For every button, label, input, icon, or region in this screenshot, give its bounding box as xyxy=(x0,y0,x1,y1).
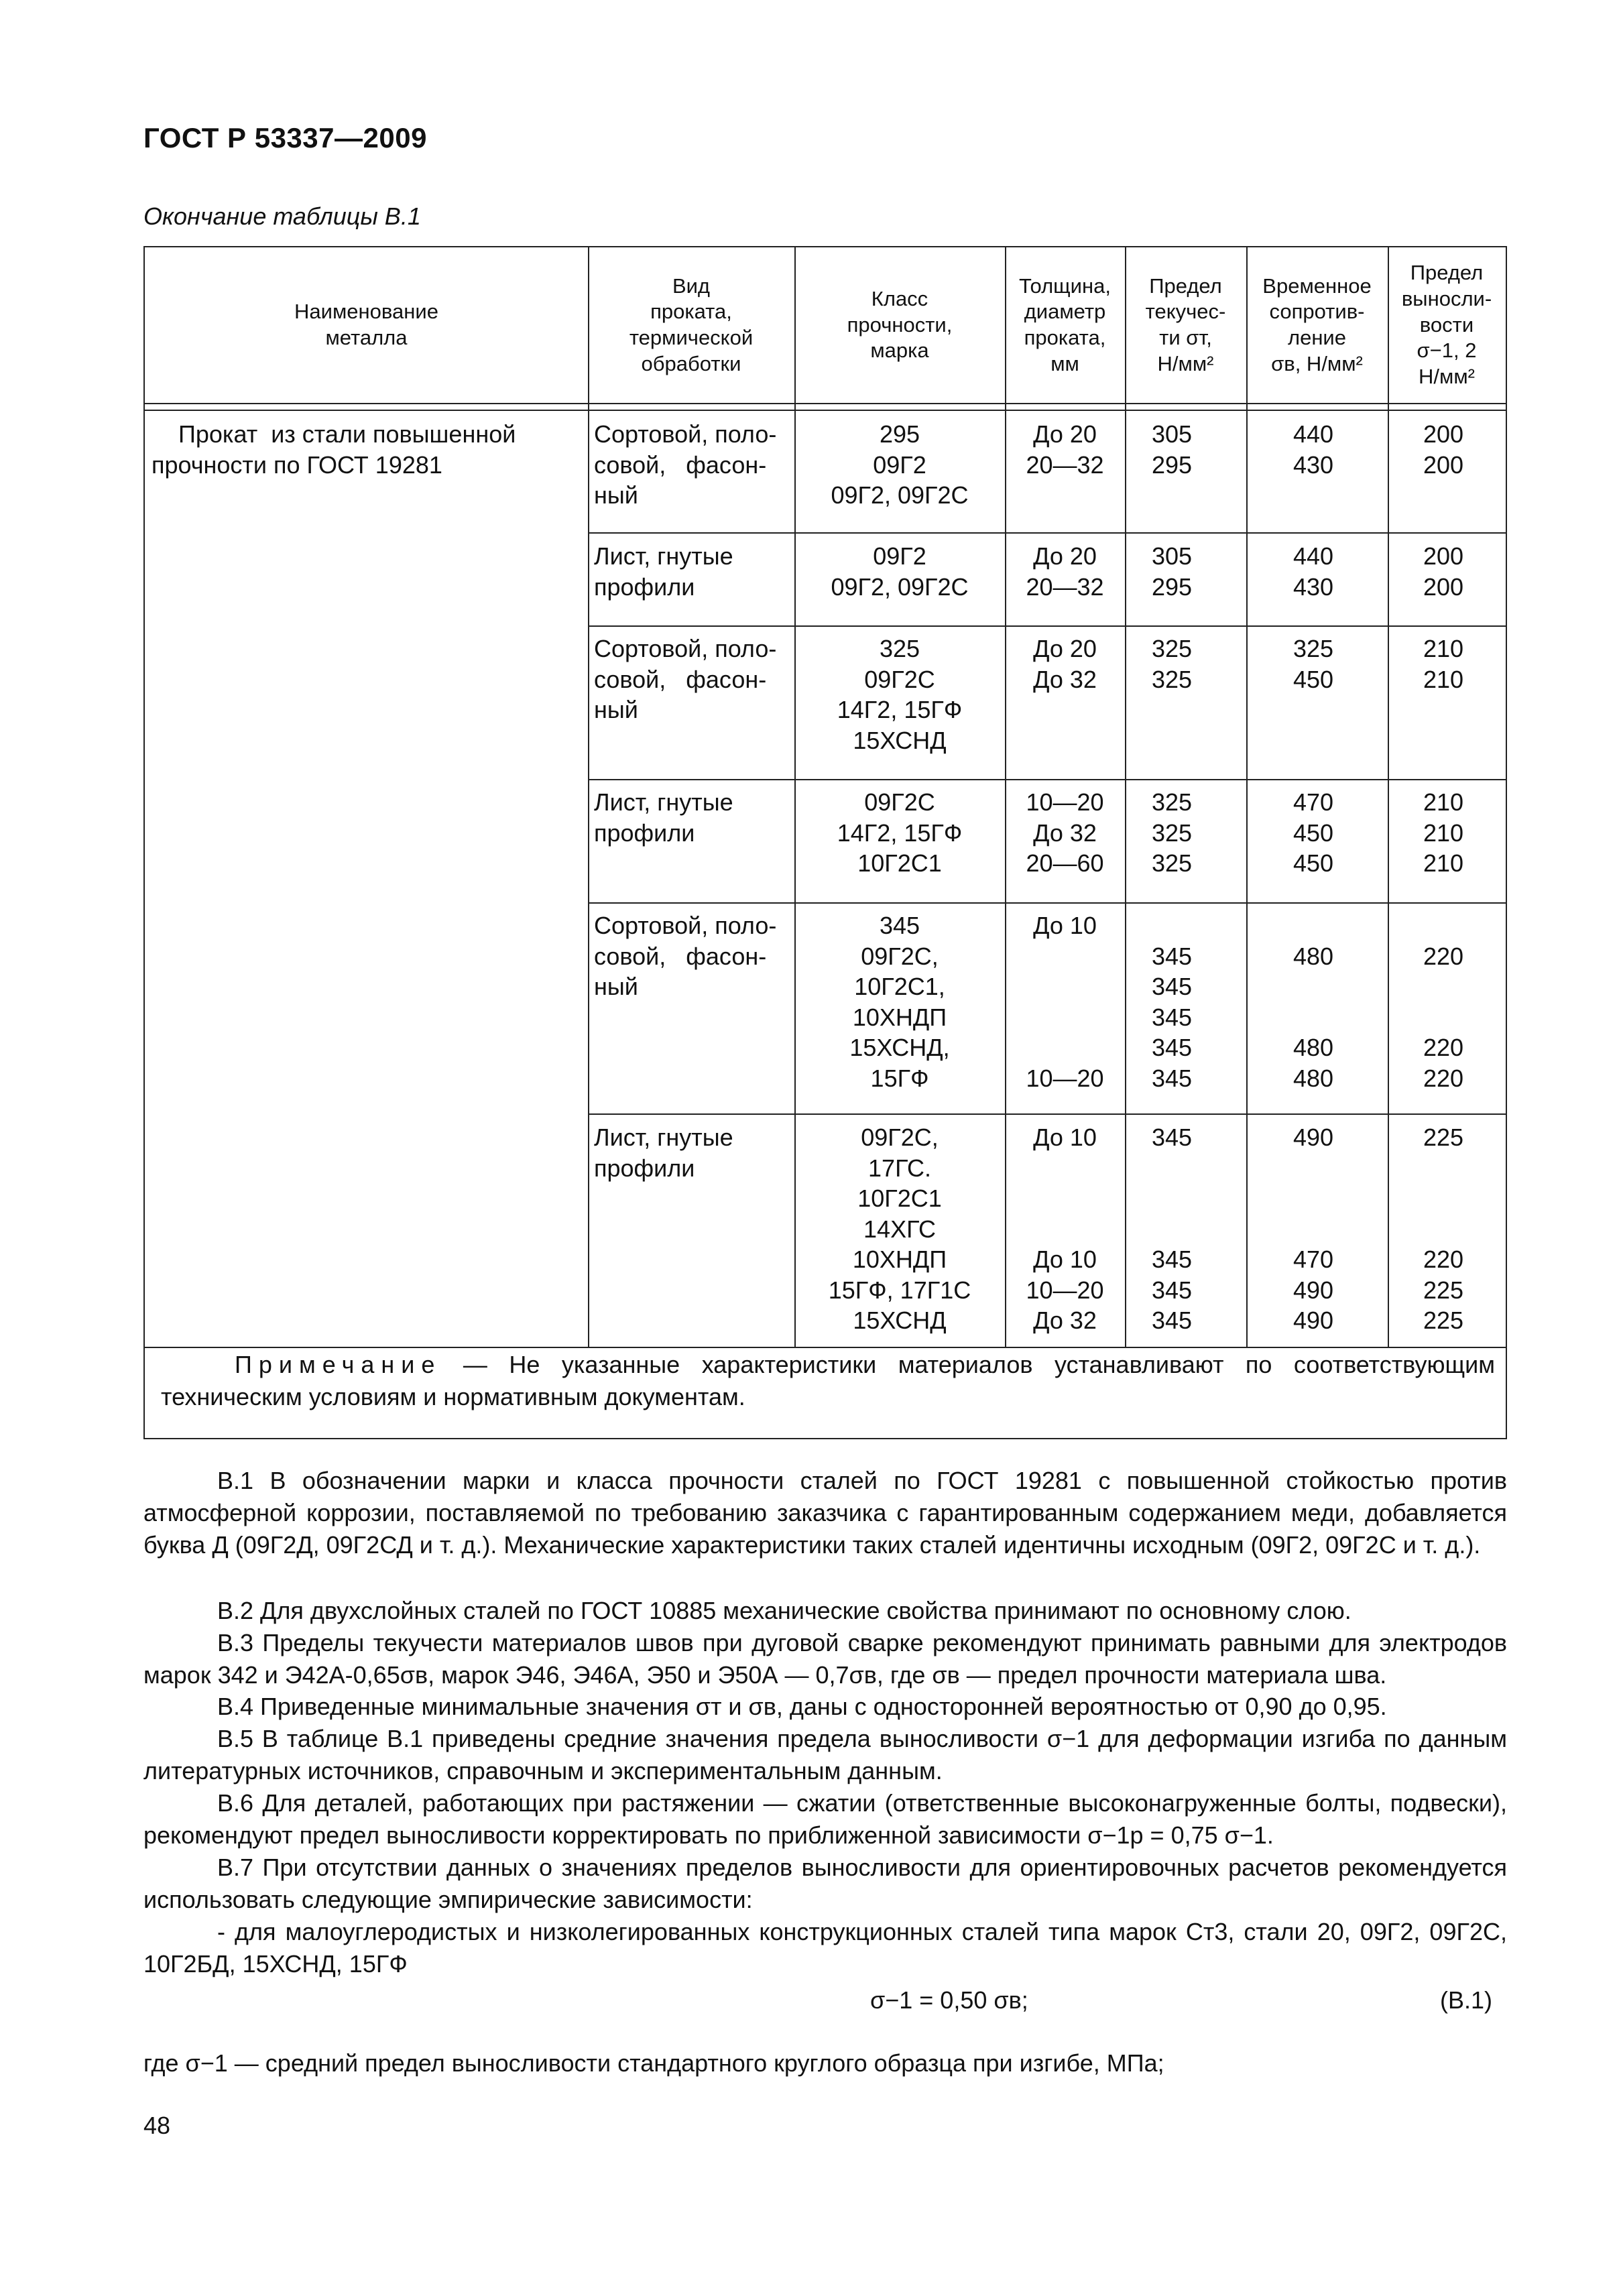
yield-cell: 345 345 345 345 345 xyxy=(1151,942,1193,1092)
tensile-cell: 440 430 xyxy=(1293,542,1334,601)
table-caption: Окончание таблицы В.1 xyxy=(143,202,421,230)
tensile-cell: 440 430 xyxy=(1293,420,1334,479)
yield-cell: 325 325 xyxy=(1151,635,1193,693)
grade-cell: 09Г2С 14Г2, 15ГФ 10Г2С1 xyxy=(837,788,963,877)
header-yield-strength: Предел текучес- ти σт, Н/мм² xyxy=(1145,274,1226,375)
tensile-cell: 325 450 xyxy=(1293,635,1334,693)
rolling-type-cell: Сортовой, поло- совой, фасон- ный xyxy=(594,912,777,1000)
rolling-type-cell: Лист, гнутые профили xyxy=(594,788,733,847)
endurance-cell: 225 220 225 225 xyxy=(1423,1124,1464,1334)
thickness-cell: До 20 До 32 xyxy=(1033,635,1097,693)
yield-cell: 305 295 xyxy=(1151,420,1193,479)
paragraph-b3: В.3 Пределы текучести материалов швов при дуговой сварке рекомендуют принимать равными для электродов марок 342 и Э42А-0,65σв, марок Э46, Э46А, Э50 и Э50А — 0,7σв, где σв — предел прочности материала шва. xyxy=(143,1629,1507,1689)
thickness-cell: 10—20 До 32 20—60 xyxy=(1026,788,1104,877)
tensile-cell: 490 470 490 490 xyxy=(1293,1124,1334,1334)
header-metal-name: Наименование металла xyxy=(294,300,438,349)
yield-cell: 305 295 xyxy=(1151,542,1193,601)
grade-cell: 345 09Г2С, 10Г2С1, 10ХНДП 15ХСНД, 15ГФ xyxy=(849,912,950,1092)
thickness-cell: До 10 10—20 xyxy=(1026,912,1104,1092)
note-text: — Не указанные характеристики материалов устанавливают по соответствующим техническим условиям и нормативным документам. xyxy=(161,1351,1495,1410)
paragraph-b5: В.5 В таблице В.1 приведены средние значения предела выносливости σ−1 для деформации изгиба по данным литературных источников, справочным и экспериментальным данным. xyxy=(143,1725,1507,1785)
rolling-type-cell: Лист, гнутые профили xyxy=(594,542,733,601)
tensile-cell: 480 480 480 xyxy=(1293,942,1334,1092)
grade-cell: 325 09Г2С 14Г2, 15ГФ 15ХСНД xyxy=(837,635,963,754)
paragraph-b7-item: - для малоуглеродистых и низколегированных конструкционных сталей типа марок Ст3, стали 20, 09Г2, 09Г2С, 10Г2БД, 15ХСНД, 15ГФ xyxy=(143,1918,1507,1978)
rolling-type-cell: Лист, гнутые профили xyxy=(594,1124,733,1182)
properties-table xyxy=(143,246,1507,1439)
tensile-cell: 470 450 450 xyxy=(1293,788,1334,877)
endurance-cell: 200 200 xyxy=(1423,420,1464,479)
header-thickness: Толщина, диаметр проката, мм xyxy=(1019,274,1111,375)
grade-cell: 09Г2 09Г2, 09Г2С xyxy=(831,542,969,601)
grade-cell: 295 09Г2 09Г2, 09Г2С xyxy=(831,420,969,509)
formula: σ−1 = 0,50 σв; xyxy=(870,1986,1028,2014)
formula-explanation: где σ−1 — средний предел выносливости стандартного круглого образца при изгибе, МПа; xyxy=(143,2049,1164,2077)
rolling-type-cell: Сортовой, поло- совой, фасон- ный xyxy=(594,635,777,723)
yield-cell: 325 325 325 xyxy=(1151,788,1193,877)
paragraph-b4: В.4 Приведенные минимальные значения σт и σв, даны с односторонней вероятностью от 0,90 до 0,95. xyxy=(217,1693,1387,1720)
formula-number: (В.1) xyxy=(1440,1986,1493,2014)
paragraph-b2: В.2 Для двухслойных сталей по ГОСТ 10885 механические свойства принимают по основному слою. xyxy=(217,1597,1351,1624)
paragraph-b7: В.7 При отсутствии данных о значениях пределов выносливости для ориентировочных расчетов рекомендуется использовать следующие эмпирические зависимости: xyxy=(143,1854,1507,1913)
endurance-cell: 200 200 xyxy=(1423,542,1464,601)
endurance-cell: 210 210 210 xyxy=(1423,788,1464,877)
header-endurance-limit: Предел выносли- вости σ−1, 2 Н/мм² xyxy=(1401,261,1492,389)
endurance-cell: 220 220 220 xyxy=(1423,942,1464,1092)
paragraph-b1: В.1 В обозначении марки и класса прочности сталей по ГОСТ 19281 с повышенной стойкостью против атмосферной коррозии, поставляемой по требованию заказчика с гарантированным содержанием меди, добавляется буква Д (09Г2Д, 09Г2СД и т. д.). Механические характеристики таких сталей идентичны исходным (09Г2, 09Г2С и т. д.). xyxy=(143,1467,1507,1559)
endurance-cell: 210 210 xyxy=(1423,635,1464,693)
paragraph-b6: В.6 Для деталей, работающих при растяжении — сжатии (ответственные высоконагруженные болты, подвески), рекомендуют предел выносливости корректировать по приближенной зависимости σ−1р = 0,75 σ−1. xyxy=(143,1789,1507,1849)
page-number: 48 xyxy=(143,2112,171,2139)
table-note xyxy=(161,1349,1495,1413)
thickness-cell: До 20 20—32 xyxy=(1026,542,1104,601)
grade-cell: 09Г2С, 17ГС. 10Г2С1 14ХГС 10ХНДП 15ГФ, 17Г1С 15ХСНД xyxy=(828,1124,971,1334)
header-rolling-type: Вид проката, термической обработки xyxy=(629,274,754,375)
note-label: Примечание xyxy=(235,1351,442,1378)
header-strength-class: Класс прочности, марка xyxy=(847,286,953,363)
metal-name-cell: Прокат из стали повышенной прочности по ГОСТ 19281 xyxy=(152,420,516,479)
thickness-cell: До 10 До 10 10—20 До 32 xyxy=(1026,1124,1104,1334)
thickness-cell: До 20 20—32 xyxy=(1026,420,1104,479)
yield-cell: 345 345 345 345 xyxy=(1151,1124,1193,1334)
document-header: ГОСТ Р 53337—2009 xyxy=(143,122,427,154)
header-tensile-strength: Временное сопротив- ление σв, Н/мм² xyxy=(1262,274,1372,375)
rolling-type-cell: Сортовой, поло- совой, фасон- ный xyxy=(594,420,777,509)
